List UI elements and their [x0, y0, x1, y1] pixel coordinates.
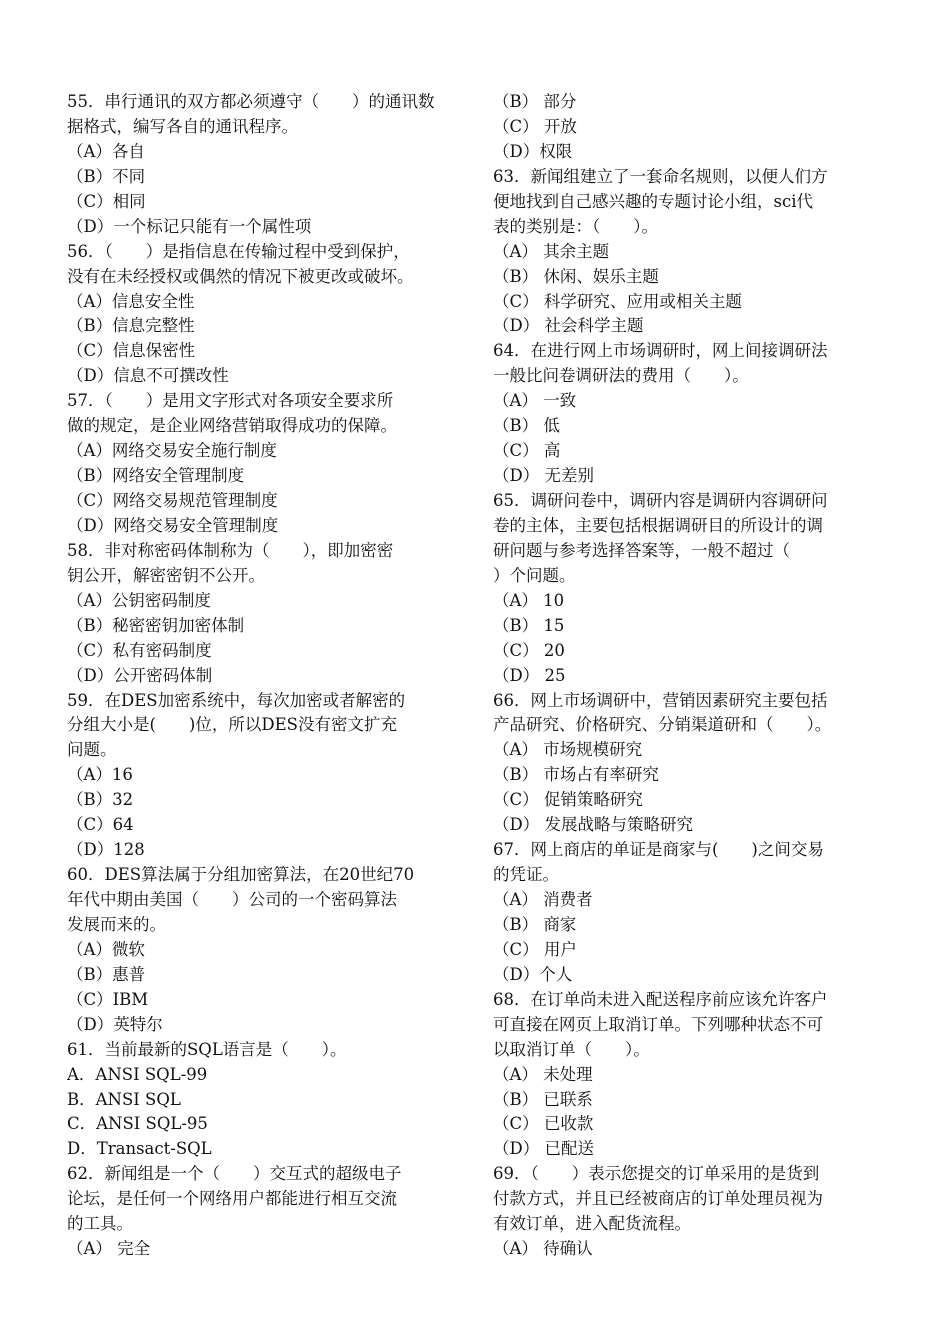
text-line: （A） 待确认 — [493, 1239, 593, 1259]
text-line: （C）64 — [67, 815, 134, 835]
text-line: （B） 商家 — [493, 914, 577, 934]
text-line: 卷的主体，主要包括根据调研目的所设计的调 — [493, 515, 823, 535]
text-line: （C）IBM — [67, 989, 149, 1009]
text-line: （D）英特尔 — [67, 1014, 163, 1034]
text-line: 65．调研问卷中，调研内容是调研内容调研问 — [493, 491, 828, 510]
text-line: （D）128 — [67, 840, 145, 860]
text-line: A．ANSI SQL-99 — [67, 1064, 208, 1084]
text-line: （A） 一致 — [493, 391, 577, 411]
text-line: 发展而来的。 — [67, 914, 166, 934]
text-line: 55．串行通讯的双方都必须遵守（ ）的通讯数 — [67, 92, 435, 111]
text-line: （B） 市场占有率研究 — [493, 765, 659, 785]
text-line: 61．当前最新的SQL语言是（ ）。 — [67, 1039, 347, 1059]
text-line: （D） 社会科学主题 — [493, 316, 644, 336]
text-line: （A）微软 — [67, 939, 145, 959]
text-line: 据格式，编写各自的通讯程序。 — [67, 116, 298, 136]
text-line: （A） 市场规模研究 — [493, 740, 643, 760]
text-line: 的凭证。 — [493, 865, 559, 885]
text-line: （A） 10 — [493, 590, 565, 610]
text-line: （B） 休闲、娱乐主题 — [493, 266, 659, 286]
text-line: （B） 已联系 — [493, 1089, 593, 1109]
text-line: 可直接在网页上取消订单。下列哪种状态不可 — [493, 1014, 823, 1034]
text-line: （C） 已收款 — [493, 1114, 594, 1134]
text-line: （A）信息安全性 — [67, 291, 195, 311]
text-line: （D）权限 — [493, 141, 573, 161]
text-line: （C） 促销策略研究 — [493, 790, 643, 810]
text-line: （C）信息保密性 — [67, 341, 196, 361]
text-line: （B）惠普 — [67, 964, 146, 984]
text-line: （C） 用户 — [493, 939, 577, 959]
text-line: 64．在进行网上市场调研时，网上间接调研法 — [493, 341, 828, 361]
text-line: （D）信息不可撰改性 — [67, 366, 229, 386]
text-line: 60．DES算法属于分组加密算法，在20世纪70 — [67, 865, 415, 885]
text-line: （A）网络交易安全施行制度 — [67, 441, 277, 461]
text-line: 的工具。 — [67, 1214, 133, 1234]
text-line: 56．（ ）是指信息在传输过程中受到保护， — [67, 241, 410, 261]
text-line: （D）个人 — [493, 964, 573, 984]
text-line: （D） 发展战略与策略研究 — [493, 815, 693, 835]
text-line: （D）网络交易安全管理制度 — [67, 515, 279, 535]
text-line: 有效订单，进入配货流程。 — [493, 1214, 691, 1234]
text-line: 以取消订单（ ）。 — [493, 1039, 650, 1059]
text-line: （C） 高 — [493, 441, 561, 461]
text-line: （B）不同 — [67, 166, 146, 186]
text-line: （D） 无差别 — [493, 466, 594, 486]
text-line: （B）秘密密钥加密体制 — [67, 615, 245, 635]
text-line: C．ANSI SQL-95 — [67, 1114, 208, 1134]
text-line: （C） 20 — [493, 640, 565, 660]
text-line: 年代中期由美国（ ）公司的一个密码算法 — [67, 890, 397, 909]
text-line: （C）私有密码制度 — [67, 640, 212, 660]
text-line: 做的规定，是企业网络营销取得成功的保障。 — [67, 416, 397, 436]
text-line: 67．网上商店的单证是商家与( )之间交易 — [493, 840, 824, 860]
text-line: 66．网上市场调研中，营销因素研究主要包括 — [493, 690, 828, 710]
text-line: 68．在订单尚未进入配送程序前应该允许客户 — [493, 989, 828, 1009]
text-line: （D）公开密码体制 — [67, 665, 213, 685]
text-line: （A）各自 — [67, 141, 145, 161]
text-line: （D）一个标记只能有一个属性项 — [67, 216, 312, 236]
text-line: 58．非对称密码体制称为（ ），即加密密 — [67, 540, 394, 560]
text-line: （B）32 — [67, 790, 134, 810]
text-line: 一般比问卷调研法的费用（ ）。 — [493, 366, 749, 386]
text-line: 69．（ ）表示您提交的订单采用的是货到 — [493, 1164, 820, 1184]
text-line: 分组大小是( )位，所以DES没有密文扩充 — [67, 715, 397, 735]
text-line: （C）相同 — [67, 191, 146, 211]
text-line: （B） 部分 — [493, 92, 577, 111]
text-line: 便地找到自己感兴趣的专题讨论小组，sci代 — [493, 191, 813, 211]
text-line: 表的类别是：（ ）。 — [493, 216, 658, 236]
text-line: D．Transact-SQL — [67, 1139, 212, 1159]
text-line: （A）公钥密码制度 — [67, 590, 211, 610]
text-line: ）个问题。 — [493, 565, 576, 585]
text-line: （B） 低 — [493, 416, 560, 436]
text-line: （B）信息完整性 — [67, 316, 195, 336]
text-line: 问题。 — [67, 740, 117, 760]
left-column — [67, 90, 472, 1262]
text-line: （D） 25 — [493, 665, 566, 685]
text-line: （A） 消费者 — [493, 890, 593, 909]
text-line: （B） 15 — [493, 615, 565, 635]
right-column — [493, 90, 898, 1262]
text-line: 研问题与参考选择答案等，一般不超过（ — [493, 540, 790, 560]
text-line: 产品研究、价格研究、分销渠道研和（ ）。 — [493, 715, 832, 735]
text-line: （A）16 — [67, 765, 133, 785]
text-line: 57．（ ）是用文字形式对各项安全要求所 — [67, 391, 394, 411]
text-line: （C）网络交易规范管理制度 — [67, 491, 278, 510]
text-line: 没有在未经授权或偶然的情况下被更改或破坏。 — [67, 266, 414, 286]
text-line: 付款方式，并且已经被商店的订单处理员视为 — [493, 1189, 823, 1209]
text-line: （D） 已配送 — [493, 1139, 594, 1159]
text-line: （B）网络安全管理制度 — [67, 466, 245, 486]
text-line: （A） 未处理 — [493, 1064, 593, 1084]
text-line: 论坛，是任何一个网络用户都能进行相互交流 — [67, 1189, 397, 1209]
text-line: （C） 科学研究、应用或相关主题 — [493, 291, 742, 311]
text-line: 59．在DES加密系统中，每次加密或者解密的 — [67, 690, 406, 710]
text-line: （C） 开放 — [493, 116, 577, 136]
text-line: （A） 其余主题 — [493, 241, 610, 261]
text-line: 62．新闻组是一个（ ）交互式的超级电子 — [67, 1164, 402, 1184]
text-line: （A） 完全 — [67, 1239, 151, 1259]
text-line: B．ANSI SQL — [67, 1089, 181, 1109]
text-line: 钥公开，解密密钥不公开。 — [67, 565, 265, 585]
text-line: 63．新闻组建立了一套命名规则，以便人们方 — [493, 166, 828, 186]
